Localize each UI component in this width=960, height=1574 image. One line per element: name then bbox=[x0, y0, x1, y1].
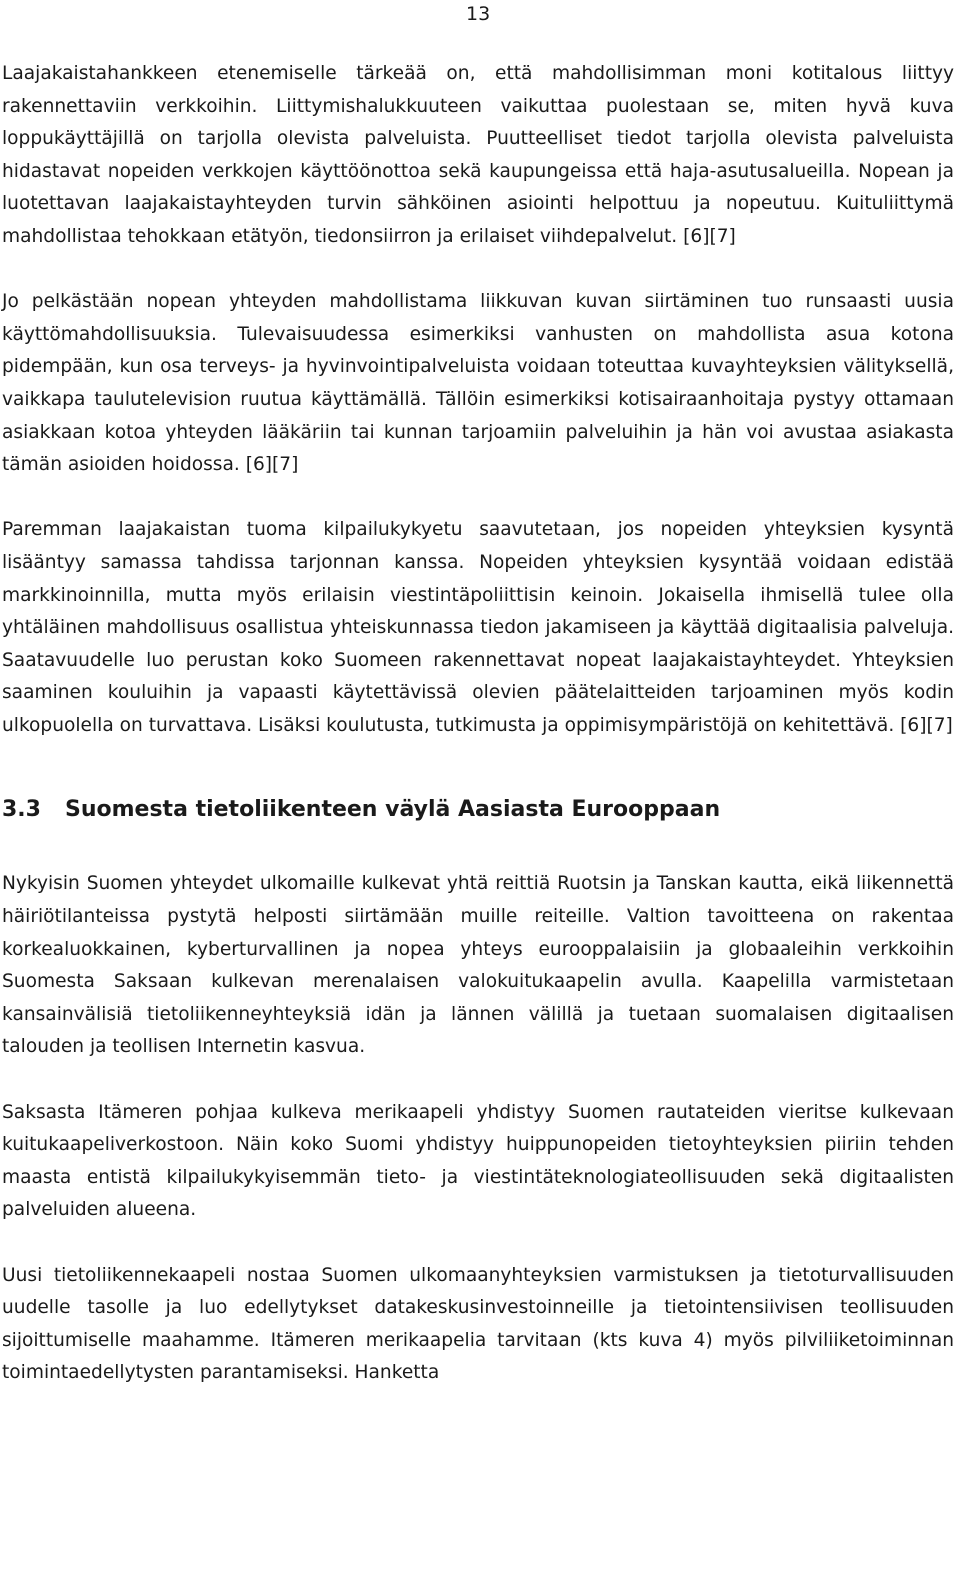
paragraph-video-services: Jo pelkästään nopean yhteyden mahdollistama liikkuvan kuvan siirtäminen tuo runsaasti uusia käyttömahdollisuuksia. Tulevaisuudessa esimerkiksi vanhusten on mahdollista asua kotona pidempään, kun osa terveys- ja hyvinvointipalveluista voidaan toteuttaa kuvayhteyksien välityksellä, vaikkapa taulutelevision ruutua käyttämällä. Tällöin esimerkiksi kotisairaanhoitaja pystyy ottamaan asiakkaan kotoa yhteyden lääkäriin tai kunnan tarjoamiin palveluihin ja hän voi avustaa asiakasta tämän asioiden hoidossa. [6][7] bbox=[2, 291, 954, 476]
paragraph-competitiveness: Paremman laajakaistan tuoma kilpailukykyetu saavutetaan, jos nopeiden yhteyksien kysyntä lisääntyy samassa tahdissa tarjonnan kanssa. Nopeiden yhteyksien kysyntää voidaan edistää markkinoinnilla, mutta myös erilaisin viestintäpoliittisin keinoin. Jokaisella ihmisellä tulee olla yhtäläinen mahdollisuus osallistua yhteiskunnassa tiedon jakamiseen ja käyttää digitaalisia palveluja. Saatavuudelle luo perustan koko Suomeen rakennettavat nopeat laajakaistayhteydet. Yhteyksien saaminen kouluihin ja vapaasti käytettävissä olevien päätelaitteiden tarjoaminen myös kodin ulkopuolella on turvattava. Lisäksi koulutusta, tutkimusta ja oppimisympäristöjä on kehitettävä. [6][7] bbox=[2, 519, 954, 736]
paragraph-broadband-adoption: Laajakaistahankkeen etenemiselle tärkeää on, että mahdollisimman moni kotitalous liittyy rakennettaviin verkkoihin. Liittymishalukkuuteen vaikuttaa puolestaan se, miten hyvä kuva loppukäyttäjillä on tarjolla olevista palveluista. Puutteelliset tiedot tarjolla olevista palveluista hidastavat nopeiden verkkojen käyttöönottoa sekä kaupungeissa että haja-asutusalueilla. Nopean ja luotettavan laajakaistayhteyden turvin sähköinen asiointi helpottuu ja nopeutuu. Kuituliittymä mahdollistaa tehokkaan etätyön, tiedonsiirron ja erilaiset viihdepalvelut. [6][7] bbox=[2, 63, 954, 247]
paragraph-new-cable: Uusi tietoliikennekaapeli nostaa Suomen ulkomaanyhteyksien varmistuksen ja tietoturvallisuuden uudelle tasolle ja luo edellytykset datakeskusinvestoinneille ja tietointensiivisen teollisuuden sijoittumiselle maahamme. Itämeren merikaapelia tarvitaan (kts kuva 4) myös pilviliiketoiminnan toimintaedellytysten parantamiseksi. Hanketta bbox=[2, 1264, 954, 1384]
paragraph-international-connections: Nykyisin Suomen yhteydet ulkomaille kulkevat yhtä reittiä Ruotsin ja Tanskan kautta, eikä liikennettä häiriötilanteissa pystytä helposti siirtämään muille reiteille. Valtion tavoitteena on rakentaa korkealuokkainen, kyberturvallinen ja nopea yhteys eurooppalaisiin ja globaaleihin verkkoihin Suomesta Saksaan kulkevan merenalaisen valokuitukaapelin avulla. Kaapelilla varmistetaan kansainvälisiä tietoliikenneyhteyksiä idän ja lännen välillä ja tuetaan suomalaisen digitaalisen talouden ja teollisen Internetin kasvua. bbox=[2, 873, 954, 1058]
section-title: Suomesta tietoliikenteen väylä Aasiasta Eurooppaan bbox=[65, 797, 721, 823]
page-number: 13 bbox=[466, 3, 491, 25]
section-heading bbox=[2, 794, 954, 826]
paragraph-baltic-cable: Saksasta Itämeren pohjaa kulkeva merikaapeli yhdistyy Suomen rautateiden vieritse kulkevaan kuitukaapeliverkostoon. Näin koko Suomi yhdistyy huippunopeiden tietoyhteyksien piiriin tehden maasta entistä kilpailukykyisemmän tieto- ja viestintäteknologiateollisuuden sekä digitaalisten palveluiden alueena. bbox=[2, 1101, 954, 1221]
document-body bbox=[2, 58, 954, 1390]
section-number: 3.3 bbox=[2, 797, 41, 823]
